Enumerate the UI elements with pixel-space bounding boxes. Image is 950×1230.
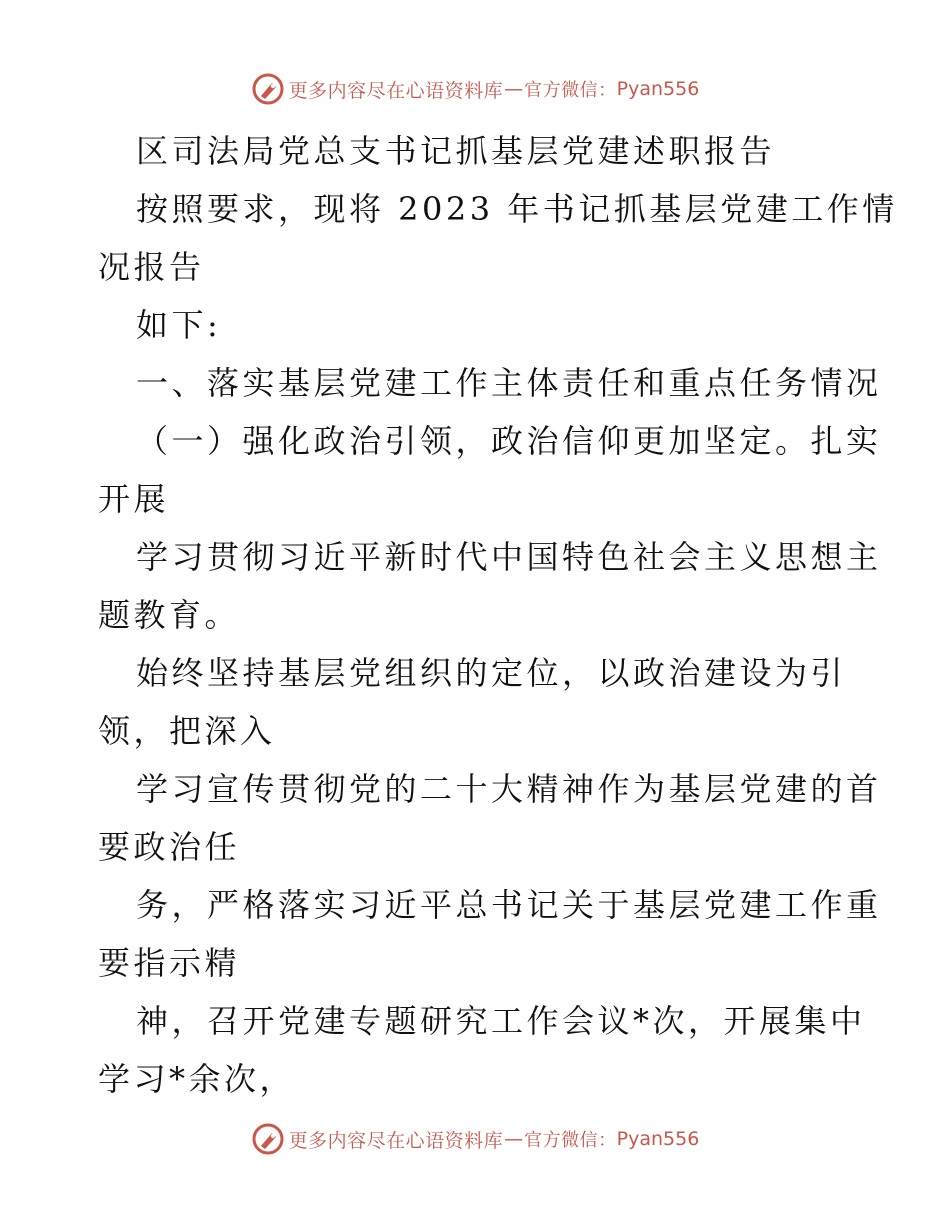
paragraph-line: 开展 [98,480,170,518]
paragraph-line: 按照要求，现将 2023 年书记抓基层党建工作情 [136,190,898,228]
paragraph-line: 始终坚持基层党组织的定位，以政治建设为引 [136,654,847,692]
watermark-separator: — [504,1128,524,1150]
footer-watermark [0,1122,950,1156]
paragraph-line: 领，把深入 [98,712,276,750]
document-title: 区司法局党总支书记抓基层党建述职报告 [136,132,776,170]
watermark-brand: 更多内容尽在心语资料库 [288,79,504,102]
paragraph-line: 务，严格落实习近平总书记关于基层党建工作重 [136,886,882,924]
watermark-separator: — [504,78,524,100]
watermark-wechat-id: Pyan556 [616,78,700,100]
paragraph-line: 题教育。 [98,596,241,634]
paragraph-line: 况报告 [98,248,205,286]
paragraph-line: 如下: [136,306,222,344]
pen-nib-logo-icon [251,72,285,106]
paragraph-line: 学习宣传贯彻党的二十大精神作为基层党建的首 [136,770,882,808]
section-heading: 一、落实基层党建工作主体责任和重点任务情况 [136,364,882,402]
paragraph-line: 学习贯彻习近平新时代中国特色社会主义思想主 [136,538,882,576]
paragraph-line: 学习*余次， [98,1060,296,1098]
paragraph-line: 要指示精 [98,944,241,982]
header-watermark [0,72,950,106]
pen-nib-logo-icon [251,1122,285,1156]
watermark-brand: 更多内容尽在心语资料库 [288,1129,504,1152]
document-body [98,122,898,1108]
paragraph-line: 神，召开党建专题研究工作会议*次，开展集中 [136,1002,866,1040]
subsection-heading: （一）强化政治引领，政治信仰更加坚定。扎实 [136,422,882,460]
watermark-wechat-id: Pyan556 [616,1128,700,1150]
watermark-wechat-label: 官方微信： [524,80,617,101]
paragraph-line: 要政治任 [98,828,241,866]
watermark-wechat-label: 官方微信： [524,1130,617,1151]
